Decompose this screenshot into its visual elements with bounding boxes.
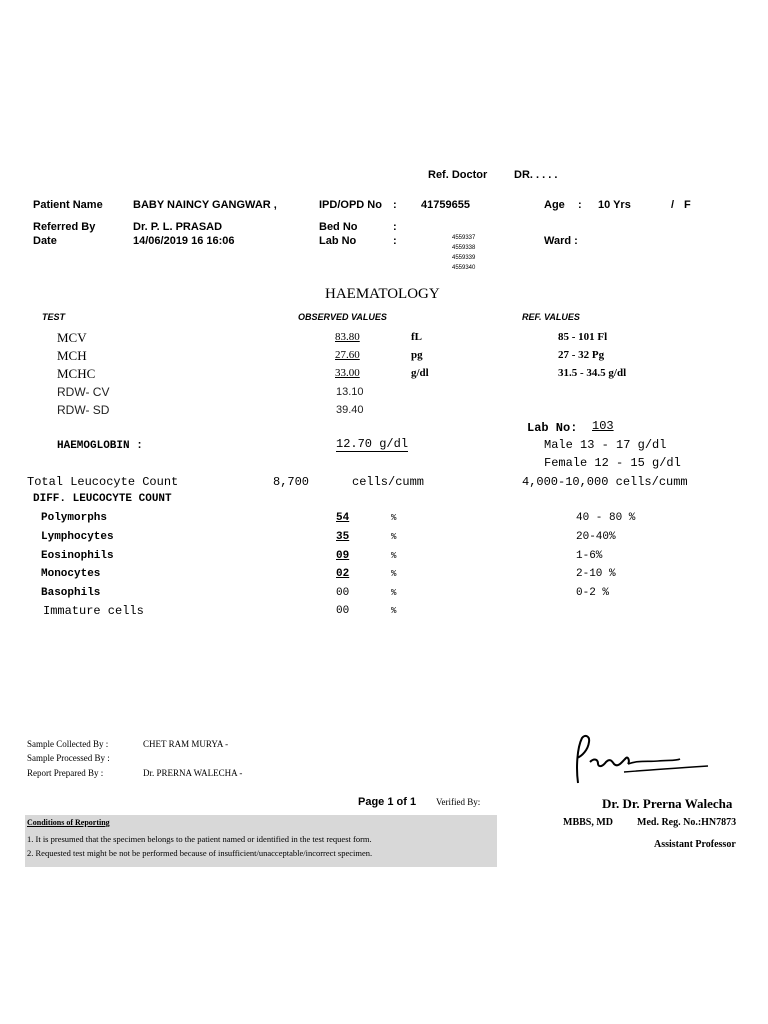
test-value: 8,700 <box>273 475 310 489</box>
test-ref: 31.5 - 34.5 g/dl <box>558 367 627 379</box>
test-ref: 27 - 32 Pg <box>558 349 605 361</box>
lab-no-item: 4559339 <box>452 255 476 261</box>
lab-no-item: 4559338 <box>452 245 476 251</box>
test-ref: Female 12 - 15 g/dl <box>544 456 681 470</box>
date-label: Date <box>33 235 57 247</box>
test-ref: 0-2 % <box>576 587 610 599</box>
ipd-colon: : <box>393 199 397 211</box>
test-name: Immature cells <box>43 604 144 618</box>
age-colon: : <box>578 199 582 211</box>
patient-name-label: Patient Name <box>33 199 103 211</box>
bed-no-colon: : <box>393 221 397 233</box>
bed-no-label: Bed No <box>319 221 358 233</box>
lab-no-item: 4559340 <box>452 265 476 271</box>
ref-doctor-value: DR. . . . . <box>514 169 558 181</box>
report-prepared-label: Report Prepared By : <box>27 768 104 778</box>
test-unit: % <box>391 606 397 616</box>
doctor-title: Assistant Professor <box>654 839 736 850</box>
test-value: 00 <box>336 587 350 599</box>
test-unit: g/dl <box>379 437 409 451</box>
test-value: 39.40 <box>336 404 364 416</box>
ipd-label: IPD/OPD No <box>319 199 382 211</box>
test-name: Total Leucocyte Count <box>27 475 179 489</box>
doctor-name: Dr. Dr. Prerna Walecha <box>602 796 733 811</box>
ref-doctor-label: Ref. Doctor <box>428 169 488 181</box>
test-value: 83.80 <box>335 331 360 343</box>
page-number: Page 1 of 1 <box>358 796 417 808</box>
test-unit: pg <box>411 349 423 361</box>
lab-no-label-2: Lab No: <box>527 421 578 435</box>
doctor-degree: MBBS, MD <box>563 817 613 828</box>
test-name: Eosinophils <box>41 550 114 562</box>
test-unit: % <box>391 532 397 542</box>
column-ref: REF. VALUES <box>522 312 580 322</box>
test-ref: 85 - 101 Fl <box>558 331 608 343</box>
test-name: Polymorphs <box>41 512 108 524</box>
test-name: RDW- SD <box>57 403 110 417</box>
dlc-title: DIFF. LEUCOCYTE COUNT <box>33 493 172 505</box>
test-name: MCV <box>57 330 87 345</box>
haemoglobin-value-group <box>336 437 408 452</box>
test-unit: % <box>391 569 397 579</box>
test-value: 12.70 <box>336 437 373 451</box>
test-value: 02 <box>336 568 350 580</box>
condition-item: 1. It is presumed that the specimen belongs to the patient named or identified in the test request form. <box>27 834 372 844</box>
age-separator: / <box>671 199 675 211</box>
test-value: 35 <box>336 531 350 543</box>
date-value: 14/06/2019 16 16:06 <box>133 235 235 247</box>
sex-value: F <box>684 199 691 211</box>
conditions-title: Conditions of Reporting <box>27 818 110 827</box>
sample-collected-label: Sample Collected By : <box>27 739 109 749</box>
test-ref: 40 - 80 % <box>576 512 636 524</box>
test-ref: 20-40% <box>576 531 616 543</box>
test-value: 09 <box>336 550 350 562</box>
patient-name-value: BABY NAINCY GANGWAR , <box>133 199 277 211</box>
referred-by-label: Referred By <box>33 221 96 233</box>
ward-label: Ward : <box>544 235 578 247</box>
test-name: Lymphocytes <box>41 531 114 543</box>
test-value: 33.00 <box>335 367 360 379</box>
test-unit: fL <box>411 331 422 343</box>
test-ref: 2-10 % <box>576 568 616 580</box>
report-prepared-value: Dr. PRERNA WALECHA - <box>143 768 243 778</box>
column-test: TEST <box>42 312 66 322</box>
section-title: HAEMATOLOGY <box>325 286 440 302</box>
test-ref: 1-6% <box>576 550 603 562</box>
lab-no-label: Lab No <box>319 235 357 247</box>
test-name: MCH <box>57 348 87 363</box>
test-name: MCHC <box>57 366 96 381</box>
test-unit: cells/cumm <box>352 475 425 489</box>
ipd-value: 41759655 <box>421 199 470 211</box>
sample-collected-value: CHET RAM MURYA - <box>143 739 229 749</box>
lab-no-colon: : <box>393 235 397 247</box>
doctor-registration: Med. Reg. No.:HN7873 <box>637 817 737 828</box>
test-name: HAEMOGLOBIN : <box>57 440 143 452</box>
condition-item: 2. Requested test might be not be performed because of insufficient/unacceptable/incorrect specimen. <box>27 848 373 858</box>
test-unit: % <box>391 551 397 561</box>
test-value: 00 <box>336 605 350 617</box>
age-label: Age <box>544 199 565 211</box>
test-name: Monocytes <box>41 568 101 580</box>
test-value: 27.60 <box>335 349 360 361</box>
test-value: 13.10 <box>336 386 364 398</box>
column-observed: OBSERVED VALUES <box>298 312 387 322</box>
signature-image <box>568 728 718 788</box>
test-unit: % <box>391 588 397 598</box>
verified-by-label: Verified By: <box>436 797 481 807</box>
test-name: RDW- CV <box>57 385 110 399</box>
test-unit: % <box>391 513 397 523</box>
test-unit: g/dl <box>411 367 429 379</box>
sample-processed-label: Sample Processed By : <box>27 753 110 763</box>
referred-by-value: Dr. P. L. PRASAD <box>133 221 223 233</box>
test-name: Basophils <box>41 587 101 599</box>
age-value: 10 Yrs <box>598 199 631 211</box>
lab-no-value-2: 103 <box>592 419 614 433</box>
test-ref: 4,000-10,000 cells/cumm <box>522 475 688 489</box>
test-ref: Male 13 - 17 g/dl <box>544 438 667 452</box>
test-value: 54 <box>336 512 350 524</box>
lab-no-item: 4559337 <box>452 235 476 241</box>
